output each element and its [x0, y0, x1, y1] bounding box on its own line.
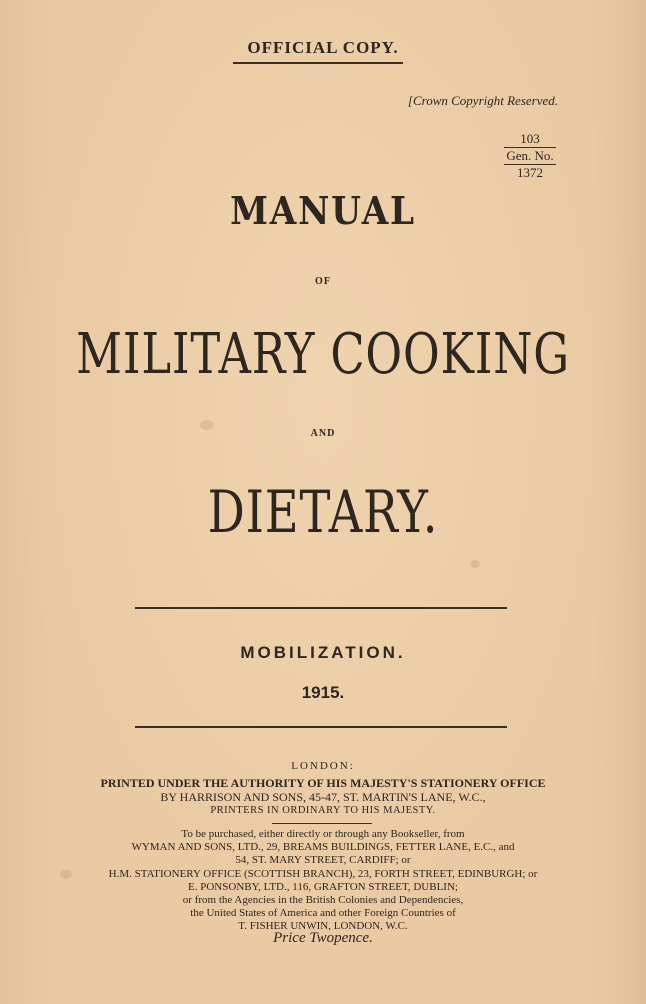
sale-notice [0, 828, 646, 934]
sale-line: 54, ST. MARY STREET, CARDIFF; or [235, 854, 411, 867]
imprint-block [0, 776, 646, 818]
imprint-printers-to-majesty: PRINTERS IN ORDINARY TO HIS MAJESTY. [210, 805, 436, 816]
paper-stain [470, 560, 480, 568]
title-dietary: DIETARY. [207, 478, 439, 546]
gen-number-block [500, 131, 560, 181]
sale-line: or from the Agencies in the British Colonies and Dependencies, [182, 894, 464, 907]
sale-line: E. PONSONBY, LTD., 116, GRAFTON STREET, DUBLIN; [188, 880, 458, 893]
sale-line: H.M. STATIONERY OFFICE (SCOTTISH BRANCH), 23, FORTH STREET, EDINBURGH; or [108, 867, 538, 880]
imprint-city: LONDON: [291, 760, 355, 772]
title-and: AND [310, 428, 336, 439]
sale-line: T. FISHER UNWIN, LONDON, W.C. [238, 920, 408, 933]
sale-line: the United States of America and other Foreign Countries of [190, 907, 456, 920]
price-label: Price Twopence. [273, 930, 373, 946]
imprint-divider [272, 823, 372, 824]
gen-number-top: 103 [520, 131, 540, 146]
sale-line: WYMAN AND SONS, LTD., 29, BREAMS BUILDINGS, FETTER LANE, E.C., and [131, 841, 515, 854]
sale-line: To be purchased, either directly or through any Bookseller, from [181, 828, 465, 840]
gen-number-label: Gen. No. [506, 148, 554, 163]
official-copy-underline [233, 62, 403, 64]
title-manual: MANUAL [230, 188, 416, 233]
imprint-authority: PRINTED UNDER THE AUTHORITY OF HIS MAJESTY'S STATIONERY OFFICE [100, 776, 546, 790]
publication-year: 1915. [301, 683, 345, 702]
crown-copyright-notice: [Crown Copyright Reserved. [407, 93, 558, 108]
section-rule-bottom [135, 726, 507, 728]
section-rule-top [135, 607, 507, 609]
subtitle-mobilization: MOBILIZATION. [240, 643, 406, 662]
official-copy-label: OFFICIAL COPY. [247, 38, 399, 57]
gen-number-bottom: 1372 [517, 165, 543, 180]
title-of: OF [315, 276, 331, 287]
imprint-printer: BY HARRISON AND SONS, 45-47, ST. MARTIN'S LANE, W.C., [160, 790, 486, 804]
title-military-cooking: MILITARY COOKING [76, 322, 570, 387]
